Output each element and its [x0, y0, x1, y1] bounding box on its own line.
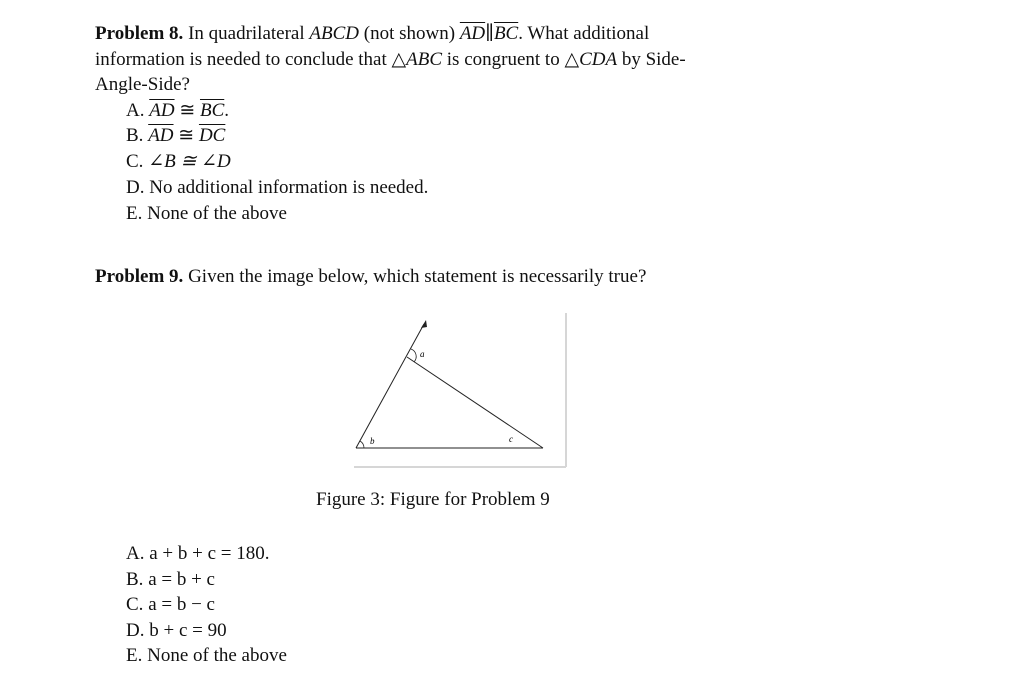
- option-letter: B.: [126, 125, 144, 146]
- problem-8-line-2: [95, 48, 686, 72]
- congruent-symbol: ≅: [178, 125, 195, 146]
- p8-text: by Side-: [621, 49, 686, 70]
- label-a: a: [420, 349, 425, 359]
- problem-9-heading: Problem 9.: [95, 266, 184, 287]
- option-text: None of the above: [147, 203, 287, 224]
- option-letter: A.: [126, 100, 145, 121]
- option-text: a + b + c = 180.: [149, 543, 270, 564]
- option-letter: B.: [126, 569, 144, 590]
- option-text: a = b − c: [148, 594, 215, 615]
- p9-option-e: [126, 644, 287, 668]
- p8-option-b: [126, 124, 225, 148]
- option-period: .: [224, 100, 230, 121]
- figure-frame: [352, 311, 568, 469]
- option-letter: A.: [126, 543, 145, 564]
- p8-text: In quadrilateral: [188, 23, 305, 44]
- p8-segment-bc: $\overline{BC}$: [493, 23, 519, 44]
- problem-8-line-1: [95, 22, 649, 46]
- p8-option-e: [126, 202, 287, 226]
- option-letter: D.: [126, 177, 145, 198]
- figure-caption: Figure 3: Figure for Problem 9: [316, 489, 550, 510]
- option-letter: E.: [126, 645, 143, 666]
- p8-option-a: [126, 99, 229, 123]
- p8-option-c: [126, 150, 231, 174]
- option-letter: E.: [126, 203, 143, 224]
- option-text: ∠B ≅ ∠D: [148, 151, 231, 172]
- option-letter: D.: [126, 620, 145, 641]
- p8-option-d: [126, 176, 428, 200]
- option-segment: $\overline{AD}$: [148, 125, 174, 146]
- p8-text: is congruent to △: [446, 49, 580, 70]
- p8-triangle-cda: CDA: [579, 49, 618, 70]
- p9-option-d: [126, 619, 227, 643]
- p9-option-b: [126, 568, 215, 592]
- option-segment: $\overline{BC}$: [199, 100, 225, 121]
- p8-triangle-abc: ABC: [406, 49, 443, 70]
- p9-option-a: [126, 542, 270, 566]
- problem-8-heading: Problem 8.: [95, 23, 184, 44]
- p8-text: information is needed to conclude that △: [95, 49, 407, 70]
- option-text: None of the above: [147, 645, 287, 666]
- parallel-symbol: ∥: [485, 23, 494, 44]
- p8-segment-ad: $\overline{AD}$: [459, 23, 486, 44]
- label-b: b: [370, 436, 375, 446]
- p8-quad: ABCD: [309, 23, 360, 44]
- p8-text: . What additional: [518, 23, 650, 44]
- option-text: No additional information is needed.: [149, 177, 429, 198]
- option-letter: C.: [126, 151, 144, 172]
- p9-question: Given the image below, which statement is necessarily true?: [188, 266, 647, 287]
- p8-text: (not shown): [363, 23, 456, 44]
- problem-9-line-1: [95, 265, 646, 289]
- problem-8-line-3: Angle-Side?: [95, 74, 190, 95]
- option-letter: C.: [126, 594, 144, 615]
- congruent-symbol: ≅: [179, 100, 196, 121]
- label-c: c: [509, 434, 513, 444]
- option-segment: $\overline{AD}$: [149, 100, 175, 121]
- option-segment: $\overline{DC}$: [198, 125, 226, 146]
- option-text: a = b + c: [148, 569, 215, 590]
- triangle-figure: [352, 311, 568, 469]
- option-text: b + c = 90: [149, 620, 227, 641]
- p9-option-c: [126, 593, 215, 617]
